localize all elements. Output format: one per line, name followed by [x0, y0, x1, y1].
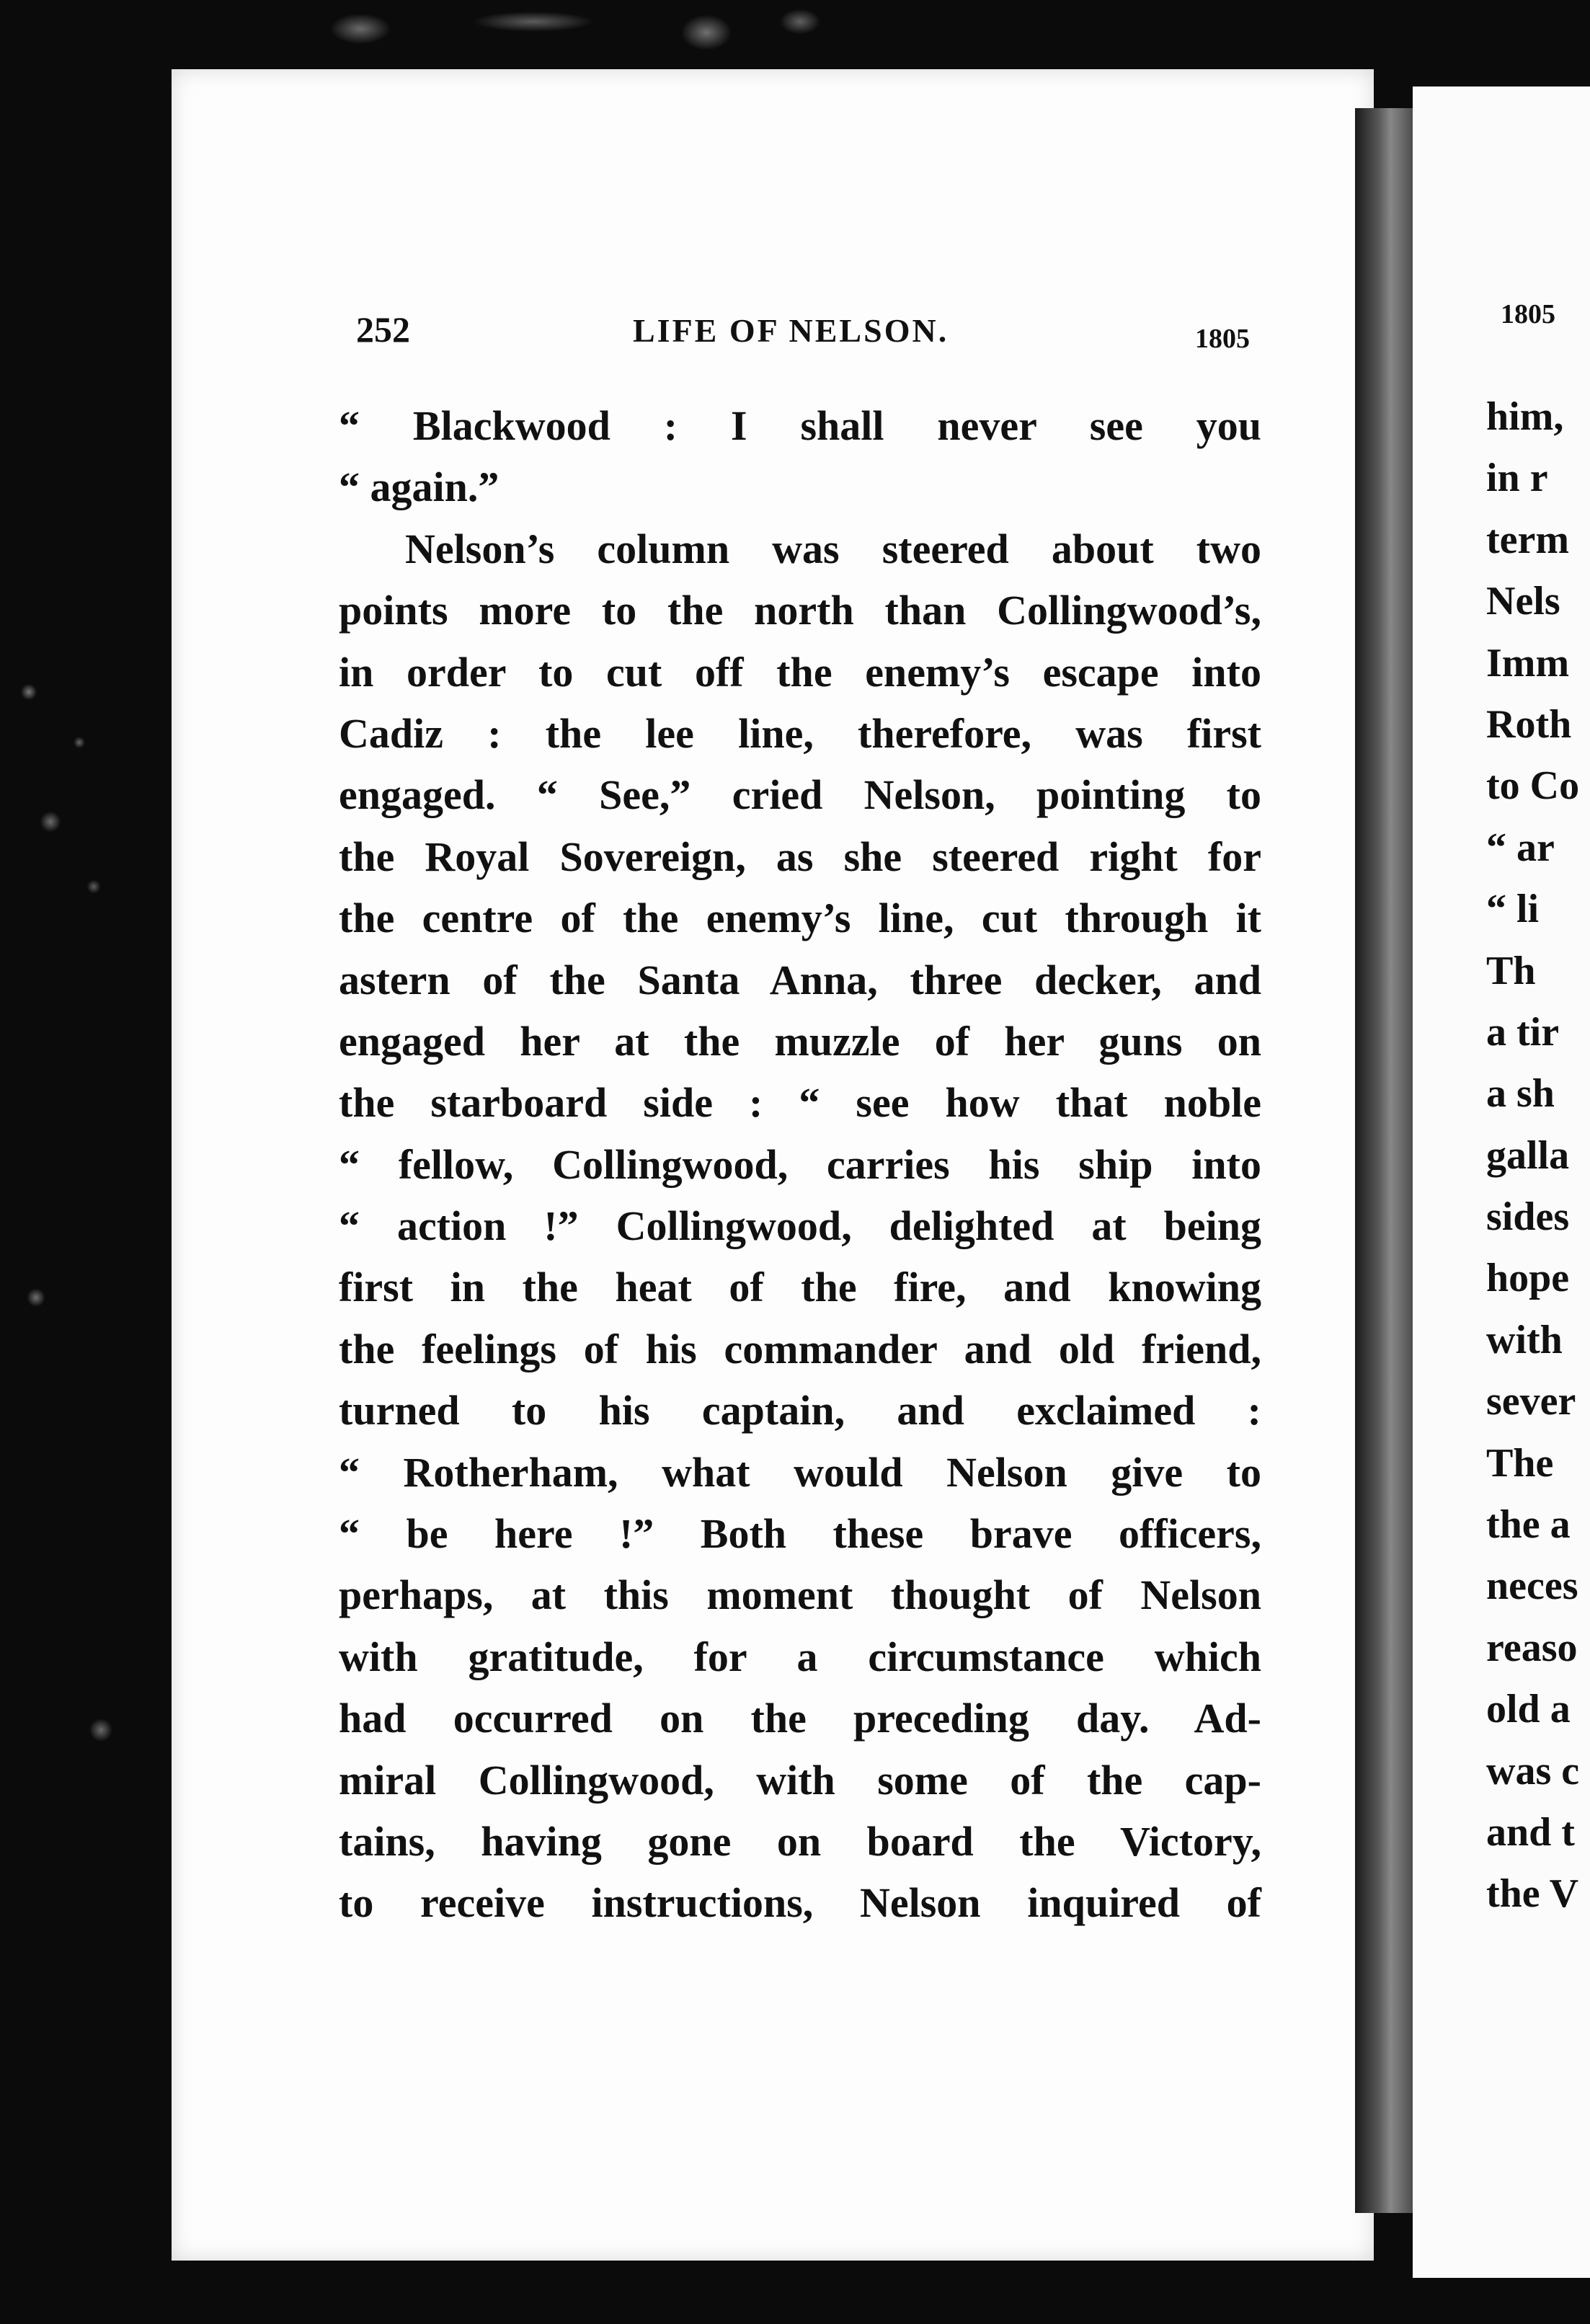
scan-edge-specks: [0, 649, 130, 1874]
text-line: turned to his captain, and exclaimed :: [339, 1387, 1261, 1434]
right-text-line: sides: [1486, 1194, 1570, 1240]
text-line: “ Blackwood : I shall never see you: [339, 402, 1261, 449]
scan-edge-debris: [303, 0, 850, 65]
text-line: “ again.”: [339, 464, 499, 511]
text-line: “ action !” Collingwood, delighted at being: [339, 1202, 1261, 1250]
right-text-line: neces: [1486, 1564, 1578, 1609]
text-line: engaged. “ See,” cried Nelson, pointing to: [339, 771, 1261, 819]
right-text-line: a tir: [1486, 1009, 1560, 1055]
right-page-text: [1486, 386, 1590, 1925]
text-line: “ Rotherham, what would Nelson give to: [339, 1448, 1261, 1496]
text-line: with gratitude, for a circumstance which: [339, 1633, 1261, 1680]
book-spine-gutter: [1355, 108, 1420, 2213]
right-text-line: and t: [1486, 1809, 1575, 1855]
text-line: Cadiz : the lee line, therefore, was first: [339, 709, 1261, 757]
right-text-line: was c: [1486, 1748, 1580, 1793]
right-page-year: 1805: [1501, 299, 1555, 329]
text-line: to receive instructions, Nelson inquired of: [339, 1879, 1261, 1927]
text-line: astern of the Santa Anna, three decker, and: [339, 956, 1261, 1003]
right-text-line: hope: [1486, 1256, 1570, 1301]
text-line: the feelings of his commander and old friend,: [339, 1325, 1261, 1372]
right-text-line: the a: [1486, 1502, 1571, 1548]
running-year: 1805: [1195, 324, 1250, 354]
right-text-line: reaso: [1486, 1625, 1578, 1670]
text-line: the starboard side : “ see how that noble: [339, 1079, 1261, 1127]
text-line: first in the heat of the fire, and knowing: [339, 1264, 1261, 1311]
text-line: had occurred on the preceding day. Ad-: [339, 1695, 1261, 1742]
right-text-line: “ ar: [1486, 825, 1555, 870]
right-text-line: a sh: [1486, 1071, 1555, 1117]
text-line: Nelson’s column was steered about two: [405, 525, 1261, 572]
text-line: “ be here !” Both these brave officers,: [339, 1510, 1261, 1558]
right-text-line: him,: [1486, 394, 1564, 439]
right-text-line: galla: [1486, 1132, 1570, 1178]
text-line: perhaps, at this moment thought of Nelson: [339, 1571, 1261, 1619]
page-number: 252: [356, 309, 410, 350]
running-head: [172, 309, 1282, 366]
body-text: [339, 395, 1261, 1934]
right-text-line: “ li: [1486, 887, 1540, 932]
right-text-line: old a: [1486, 1687, 1571, 1732]
right-text-line: the V: [1486, 1871, 1579, 1917]
running-title: LIFE OF NELSON.: [633, 312, 949, 349]
right-text-line: Th: [1486, 948, 1536, 993]
text-line: the centre of the enemy’s line, cut through it: [339, 895, 1261, 942]
text-line: miral Collingwood, with some of the cap-: [339, 1756, 1261, 1804]
right-text-line: in r: [1486, 456, 1548, 501]
right-text-line: Nels: [1486, 579, 1560, 624]
text-line: points more to the north than Collingwood’s,: [339, 587, 1261, 634]
right-text-line: sever: [1486, 1379, 1576, 1424]
right-text-line: with: [1486, 1317, 1563, 1362]
text-line: “ fellow, Collingwood, carries his ship into: [339, 1140, 1261, 1188]
text-line: tains, having gone on board the Victory,: [339, 1817, 1261, 1865]
right-text-line: term: [1486, 517, 1570, 562]
text-line: engaged her at the muzzle of her guns on: [339, 1017, 1261, 1065]
text-line: the Royal Sovereign, as she steered right for: [339, 833, 1261, 880]
right-text-line: The: [1486, 1440, 1554, 1486]
right-text-line: to Co: [1486, 763, 1580, 809]
right-text-line: Imm: [1486, 640, 1570, 686]
text-line: in order to cut off the enemy’s escape into: [339, 648, 1261, 696]
right-text-line: Roth: [1486, 701, 1572, 747]
